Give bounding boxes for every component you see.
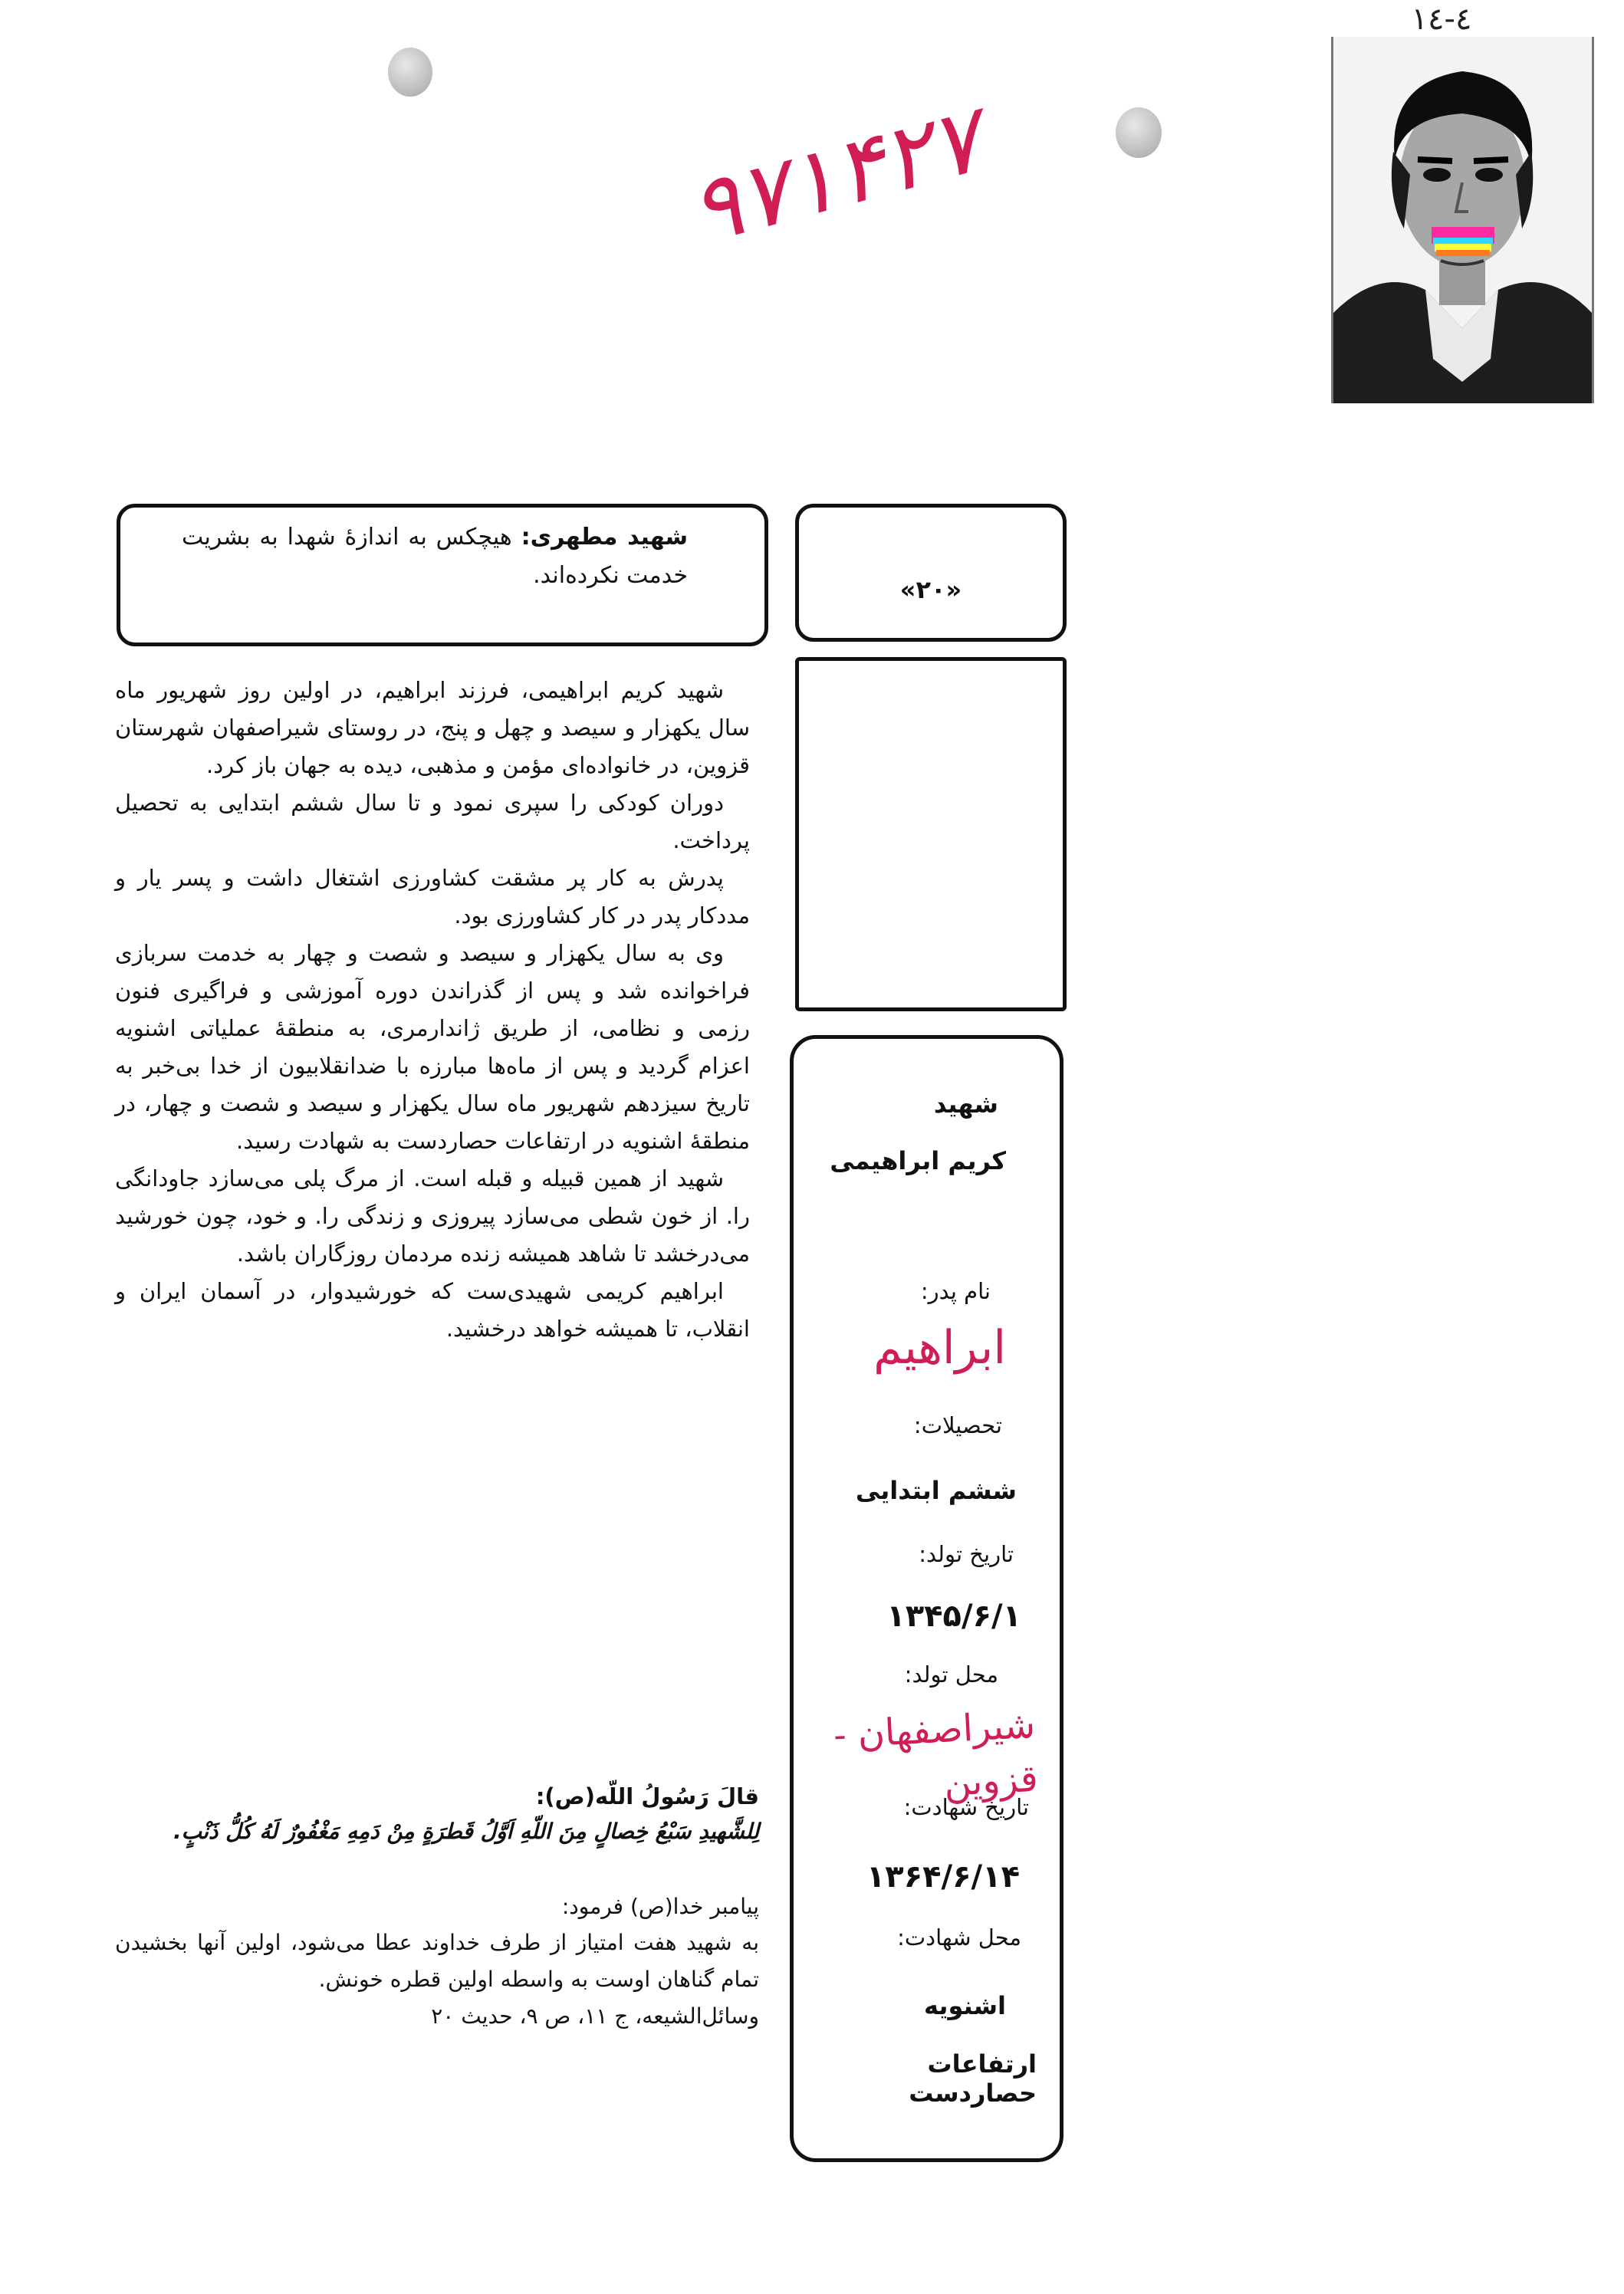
corner-note: ٤-١٤ [1411,2,1472,37]
martyrdom-date-label: تاریخ شهادت: [903,1794,1029,1820]
biography-paragraph: پدرش به کار پر مشقت کشاورزی اشتغال داشت و پسر یار و مددکار پدر در کار کشاورزی بود. [115,865,750,928]
biography-paragraph: شهید کریم ابراهیمی، فرزند ابراهیم، در اولین روز شهریور ماه سال یکهزار و سیصد و چهل و پنج، در روستای شیراصفهان شهرستان قزوین، در خانواده‌ای مؤمن و مذهبی، دیده به جهان باز کرد. [115,677,750,778]
portrait-image [1333,37,1592,403]
punch-hole-right [1116,107,1162,158]
father-label: نام پدر: [920,1278,991,1304]
biography-paragraph: دوران کودکی را سپری نمود و تا سال ششم ابتدایی به تحصیل پرداخت. [115,790,750,853]
quote-speaker: شهید مطهری: [521,524,689,550]
birth-date-value: ۱۳۴۵/۶/۱ [886,1599,1021,1634]
hadith-translation-heading: پیامبر خدا(ص) فرمود: [561,1894,759,1919]
profile-box [790,1035,1063,2162]
hadith-source: وسائل‌الشیعه، ج ۱۱، ص ۹، حدیث ۲۰ [431,2003,759,2029]
birth-place-label: محل تولد: [904,1661,998,1688]
father-value: ابراهیم [873,1321,1006,1375]
profile-title: شهید [933,1089,998,1119]
punch-hole-left [388,48,432,97]
martyrdom-date-value: ۱۳۶۴/۶/۱۴ [866,1859,1020,1895]
martyrdom-place-value: اشنویه [924,1991,1006,2020]
martyrdom-place-detail: ارتفاعات حصاردست [909,2049,1037,2108]
page-number: «۲۰» [899,575,962,604]
profile-name: کریم ابراهیمی [830,1146,1006,1175]
quote-box [117,504,768,646]
quote-body: هیچکس به اندازهٔ شهدا به بشریت خدمت نکرده‌اند. [182,524,688,589]
handwritten-archive-number: ۹۷۱۴۲۷ [679,86,993,266]
page-number-box [795,504,1067,642]
education-value: ششم ابتدایی [855,1476,1017,1505]
hadith-translation: به شهید هفت امتیاز از طرف خداوند عطا می‌شود، اولین آنها بخشیدن تمام گناهان اوست به واسطه اولین قطره خونش. [115,1930,759,1992]
quote-text [182,518,688,595]
biography-paragraph: ابراهیم کریمی شهیدی‌ست که خورشیدوار، در آسمان ایران و انقلاب، تا همیشه خواهد درخشید. [115,1278,750,1342]
martyr-photo [1331,37,1594,403]
education-label: تحصیلات: [913,1412,1002,1438]
biography-paragraph: شهید از همین قبیله و قبله است. از مرگ پلی می‌سازد جاودانگی را. از خون شطی می‌سازد پیروزی و زندگی را. و خود، چون خورشید می‌درخشد تا شاهد همیشه زنده مردمان روزگاران باشد. [115,1165,750,1267]
empty-side-box [795,657,1067,1011]
hadith-arabic: لِلشَّهيدِ سَبْعُ خِصالٍ مِنَ اللّهِ اَوَّلُ قَطرَةٍ مِنْ دَمِهِ مَغْفُورٌ لَهُ كُلُّ ذَنْبٍ. [173,1819,759,1844]
biography [115,672,750,1348]
biography-paragraph: وی به سال یکهزار و سیصد و شصت و چهار به خدمت سربازی فراخوانده شد و پس از گذراندن دوره آموزشی و فراگیری فنون رزمی و نظامی، از طریق ژاندارمری، به منطقهٔ عملیاتی اشنویه اعزام گردید و پس از ماه‌ها مبارزه با ضدانقلابیون از خدا بی‌خبر به تاریخ سیزدهم شهریور ماه سال یکهزار و سیصد و شصت و چهار، در منطقهٔ اشنویه در ارتفاعات حصاردست به شهادت رسید. [115,940,750,1154]
martyrdom-place-label: محل شهادت: [897,1924,1021,1951]
hadith-block [115,1779,759,2035]
hadith-heading: قالَ رَسُولُ اللّه(ص): [535,1783,759,1809]
birth-place-value: شیراصفهان - قزوین [832,1703,1040,1806]
birth-date-label: تاریخ تولد: [919,1541,1014,1567]
